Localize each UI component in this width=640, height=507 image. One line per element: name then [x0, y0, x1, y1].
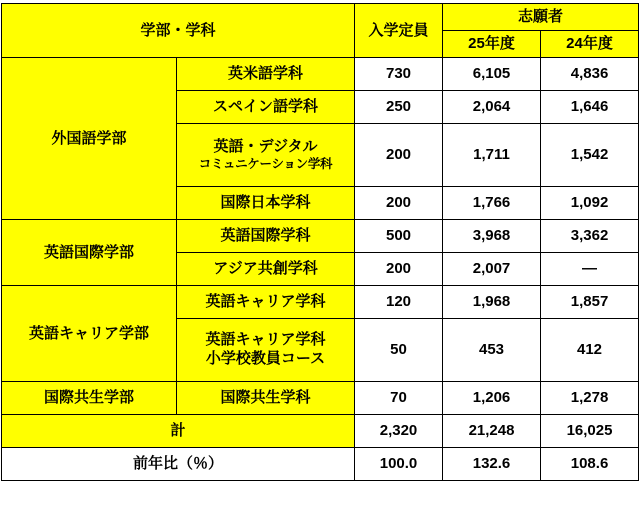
- dept-cell: アジア共創学科: [177, 253, 355, 286]
- table-header: [2, 4, 639, 58]
- applicants-24-cell: 4,836: [541, 58, 639, 91]
- header-year-24: 24年度: [541, 31, 639, 58]
- quota-cell: 200: [355, 253, 443, 286]
- total-applicants-24: 16,025: [541, 415, 639, 448]
- applicants-25-cell: 6,105: [443, 58, 541, 91]
- dept-line-2: 小学校教員コース: [205, 350, 326, 367]
- header-quota: 入学定員: [355, 4, 443, 58]
- dept-cell: 英米語学科: [177, 58, 355, 91]
- dept-cell: 国際共生学科: [177, 382, 355, 415]
- table-row-ratio: [2, 448, 639, 481]
- applicants-24-cell: 3,362: [541, 220, 639, 253]
- quota-cell: 200: [355, 124, 443, 187]
- table-body: [2, 58, 639, 481]
- table-row: [2, 220, 639, 253]
- table-row: [2, 58, 639, 91]
- quota-cell: 120: [355, 286, 443, 319]
- total-applicants-25: 21,248: [443, 415, 541, 448]
- applicants-25-cell: 1,766: [443, 187, 541, 220]
- dept-line-2: コミュニケーション学科: [198, 156, 333, 171]
- ratio-applicants-25: 132.6: [443, 448, 541, 481]
- dept-cell: 英語国際学科: [177, 220, 355, 253]
- header-faculty-dept: 学部・学科: [2, 4, 355, 58]
- quota-cell: 250: [355, 91, 443, 124]
- quota-cell: 200: [355, 187, 443, 220]
- applicants-24-cell: 1,646: [541, 91, 639, 124]
- quota-cell: 70: [355, 382, 443, 415]
- dept-cell: [177, 319, 355, 382]
- applicants-25-cell: 3,968: [443, 220, 541, 253]
- quota-cell: 50: [355, 319, 443, 382]
- ratio-applicants-24: 108.6: [541, 448, 639, 481]
- applicants-25-cell: 453: [443, 319, 541, 382]
- applicants-24-cell: 1,278: [541, 382, 639, 415]
- applicants-25-cell: 1,968: [443, 286, 541, 319]
- dept-line-1: 英語キャリア学科: [205, 331, 326, 349]
- applicants-25-cell: 2,007: [443, 253, 541, 286]
- dept-cell: [177, 124, 355, 187]
- applicants-24-cell: 1,542: [541, 124, 639, 187]
- table-row-total: [2, 415, 639, 448]
- table-row: [2, 286, 639, 319]
- ratio-label: 前年比（％）: [2, 448, 355, 481]
- applicants-24-cell: 412: [541, 319, 639, 382]
- applicants-24-cell: —: [541, 253, 639, 286]
- dept-cell: スペイン語学科: [177, 91, 355, 124]
- faculty-cell-english-career: 英語キャリア学部: [2, 286, 177, 382]
- faculty-cell-english-international: 英語国際学部: [2, 220, 177, 286]
- dept-cell: 国際日本学科: [177, 187, 355, 220]
- admissions-table-sheet: [0, 3, 640, 507]
- admissions-table: [1, 3, 639, 481]
- applicants-25-cell: 1,711: [443, 124, 541, 187]
- dept-line-1: 英語・デジタル: [213, 137, 318, 155]
- applicants-24-cell: 1,092: [541, 187, 639, 220]
- dept-cell: 英語キャリア学科: [177, 286, 355, 319]
- faculty-cell-foreign-languages: 外国語学部: [2, 58, 177, 220]
- header-applicants: 志願者: [443, 4, 639, 31]
- faculty-cell-global-coexistence: 国際共生学部: [2, 382, 177, 415]
- header-year-25: 25年度: [443, 31, 541, 58]
- applicants-25-cell: 1,206: [443, 382, 541, 415]
- total-label: 計: [2, 415, 355, 448]
- table-row: [2, 382, 639, 415]
- quota-cell: 500: [355, 220, 443, 253]
- ratio-quota: 100.0: [355, 448, 443, 481]
- header-row-main: [2, 4, 639, 31]
- total-quota: 2,320: [355, 415, 443, 448]
- quota-cell: 730: [355, 58, 443, 91]
- applicants-24-cell: 1,857: [541, 286, 639, 319]
- applicants-25-cell: 2,064: [443, 91, 541, 124]
